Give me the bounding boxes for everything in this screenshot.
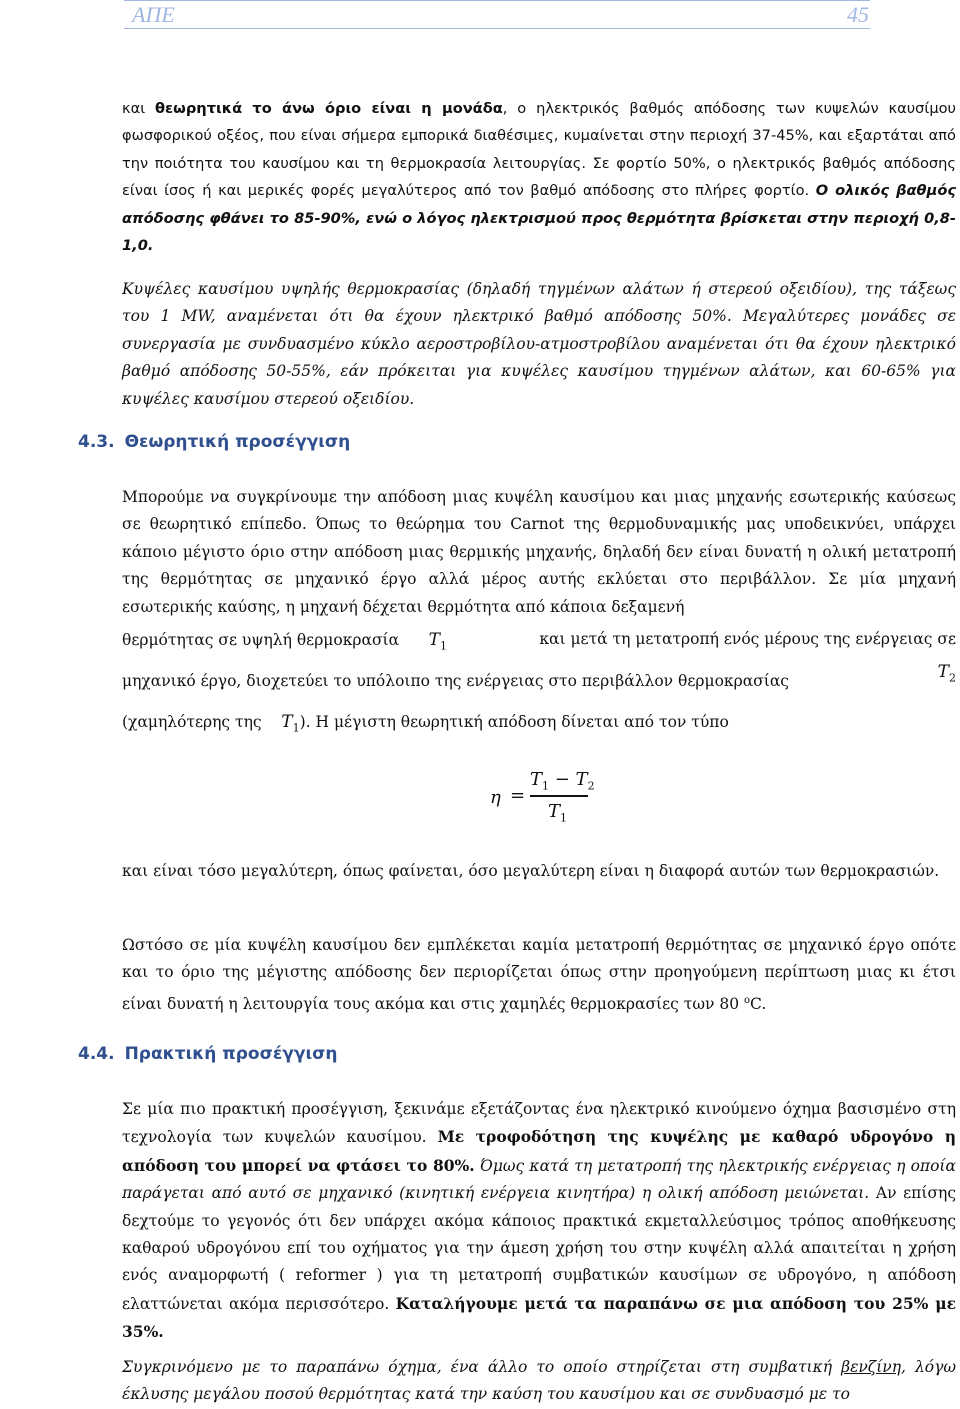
line-c-left: (χαμηλότερης της bbox=[122, 713, 262, 731]
section-heading-theoretical bbox=[78, 432, 350, 452]
symbol-t1: $T_1$ bbox=[428, 630, 448, 653]
page-number: 45 bbox=[847, 2, 869, 27]
header-title: ΑΠΕ bbox=[132, 2, 175, 27]
header-top-rule bbox=[124, 0, 870, 1]
page-header bbox=[0, 0, 960, 30]
formula-fraction-bar bbox=[530, 795, 588, 797]
symbol-t1-b: $T_1$ bbox=[281, 712, 300, 735]
paragraph-comparison bbox=[122, 1354, 956, 1409]
bold-statement-1: Με τροφοδότηση της κυψέλης με καθαρό υδρογόνο η απόδοση του μπορεί να φτάσει το 80%. bbox=[122, 1127, 956, 1175]
section-number: 4.3. bbox=[78, 432, 115, 452]
paragraph-difference: και είναι τόσο μεγαλύτερη, όπως φαίνεται, όσο μεγαλύτερη είναι η διαφορά αυτών των θερμοκρασιών. bbox=[122, 862, 940, 880]
italic-statement: Όμως κατά τη μετατροπή της ηλεκτρικής ενέργειας η οποία παράγεται από αυτό σε μηχανικό (κινητική ενέργεια κινητήρα) η ολική απόδοση μειώνεται. bbox=[122, 1156, 956, 1203]
section-title: Πρακτική προσέγγιση bbox=[124, 1044, 338, 1064]
formula-equals: = bbox=[510, 785, 526, 806]
symbol-t2: $T_2$ bbox=[937, 662, 956, 685]
text-2: Αν επίσης δεχτούμε το γεγονός ότι δεν υπάρχει ακόμα κάποιος πρακτικά εκμεταλλεύσιμος τρόπος αποθήκευσης καθαρού υδρογόνου επί του οχήματος για την άμεση χρήση του στην κυψέλη αλλά απαιτείται η χρήση ενός αναμορφωτή ( reformer ) για τη μετατροπή συμβατικών καυσίμων σε υδρογόνο, η απόδοση ελαττώνεται ακόμα περισσότερο. bbox=[122, 1184, 956, 1313]
paragraph-efficiency bbox=[122, 95, 956, 259]
section-title: Θεωρητική προσέγγιση bbox=[124, 432, 351, 452]
degree-sign: o bbox=[743, 994, 751, 1006]
line-a-right: και μετά τη μετατροπή ενός μέρους της ενέργειας σε bbox=[539, 630, 956, 648]
paragraph-text: , ο ηλεκτρικός βαθμός απόδοσης των κυψελών καυσίμου φωσφορικού οξέος, που είναι σήμερα εμπορικά διαθέσιμες, κυμαίνεται στην περιοχή 37-45%, και εξαρτάται από την ποιότητα του καυσίμου και τη θερμοκρασία λειτουργίας. Σε φορτίο 50%, ο ηλεκτρικός βαθμός απόδοσης είναι ίσος ή και μερικές φορές μεγαλύτερος από τον βαθμό απόδοσης στο πλήρες φορτίο. bbox=[122, 100, 956, 200]
paragraph-fuel-cell-limit bbox=[122, 932, 956, 1018]
section-heading-practical bbox=[78, 1044, 337, 1064]
link-gasoline[interactable]: βενζίνη bbox=[841, 1358, 901, 1376]
paragraph-high-temp: Κυψέλες καυσίμου υψηλής θερμοκρασίας (δηλαδή τηγμένων αλάτων ή στερεού οξειδίου), της τάξεως του 1 MW, αναμένεται ότι θα έχουν ηλεκτρικό βαθμό απόδοσης 50%. Μεγαλύτερες μονάδες σε συνεργασία με συνδυασμένο κύκλο αεροστροβίλου-ατμοστροβίλου αναμένεται ότι θα έχουν ηλεκτρικό βαθμό απόδοσης 50-55%, εάν πρόκειται για κυψέλες καυσίμου τηγμένων αλάτων, και 60-65% για κυψέλες καυσίμου στερεού οξειδίου. bbox=[122, 280, 956, 408]
text-1: Σε μία πιο πρακτική προσέγγιση, ξεκινάμε εξετάζοντας ένα ηλεκτρικό κινούμενο όχημα βασισμένο στη τεχνολογία των κυψελών καυσίμου. bbox=[122, 1100, 956, 1147]
bold-statement-2: Καταλήγουμε μετά τα παραπάνω σε μια απόδοση του 25% με 35%. bbox=[122, 1293, 956, 1342]
line-b: μηχανικό έργο, διοχετεύει το υπόλοιπο της ενέργειας στο περιβάλλον θερμοκρασίας bbox=[122, 672, 789, 690]
unit-celsius: C. bbox=[750, 994, 767, 1013]
paragraph-text: Ωστόσο σε μία κυψέλη καυσίμου δεν εμπλέκεται καμία μετατροπή θερμότητας σε μηχανικό έργο οπότε και το όριο της μέγιστης απόδοσης δεν περιορίζεται όπως στην προηγούμενη περίπτωση μιας κι έτσι είναι δυνατή η λειτουργία τους ακόμα και στις χαμηλές θερμοκρασίες των 80 bbox=[122, 936, 956, 1013]
line-lower-temperature bbox=[122, 712, 956, 734]
carnot-efficiency-formula bbox=[490, 765, 600, 825]
lead-prefix: και bbox=[122, 100, 156, 117]
formula-numerator: $T_1 - T_2$ bbox=[530, 769, 595, 793]
formula-denominator: $T_1$ bbox=[548, 801, 568, 825]
line-mechanical-work bbox=[122, 662, 956, 694]
header-rule bbox=[124, 28, 870, 29]
section-number: 4.4. bbox=[78, 1044, 115, 1064]
italic-text-b: , λόγω έκλυσης μεγάλου ποσού θερμότητας κατά την καύση του καυσίμου και σε συνδυασμό με το bbox=[122, 1358, 956, 1404]
bold-lead: θεωρητικά το άνω όριο είναι η μονάδα bbox=[155, 100, 503, 117]
line-a-left: θερμότητας σε υψηλή θερμοκρασία bbox=[122, 631, 400, 649]
paragraph-vehicle bbox=[122, 1096, 956, 1347]
text-high-temperature bbox=[122, 630, 447, 652]
paragraph-carnot: Μπορούμε να συγκρίνουμε την απόδοση μιας κυψέλη καυσίμου και μιας μηχανής εσωτερικής καύσεως σε θεωρητικό επίπεδο. Όπως το θεώρημα του Carnot της θερμοδυναμικής μας υποδεικνύει, υπάρχει κάποιο μέγιστο όριο στην απόδοση μιας θερμικής μηχανής, δηλαδή δεν είναι δυνατή η ολική μετατροπή της θερμότητας σε μηχανικό έργο αλλά μέρος αυτής εκλύεται στο περιβάλλον. Σε μία μηχανή εσωτερικής καύσης, η μηχανή δέχεται θερμότητα από κάποια δεξαμενή bbox=[122, 488, 956, 616]
italic-text-a: Συγκρινόμενο με το παραπάνω όχημα, ένα άλλο το οποίο στηρίζεται στη συμβατική bbox=[122, 1358, 842, 1376]
formula-eta: η bbox=[490, 787, 501, 808]
bold-italic-statement: Ο ολικός βαθμός απόδοσης φθάνει το 85-90%, ενώ ο λόγος ηλεκτρισμού προς θερμότητα βρίσκεται στην περιοχή 0,8-1,0. bbox=[122, 182, 956, 255]
line-c-right: ). Η μέγιστη θεωρητική απόδοση δίνεται από τον τύπο bbox=[299, 713, 729, 731]
line-high-temperature bbox=[122, 630, 956, 652]
